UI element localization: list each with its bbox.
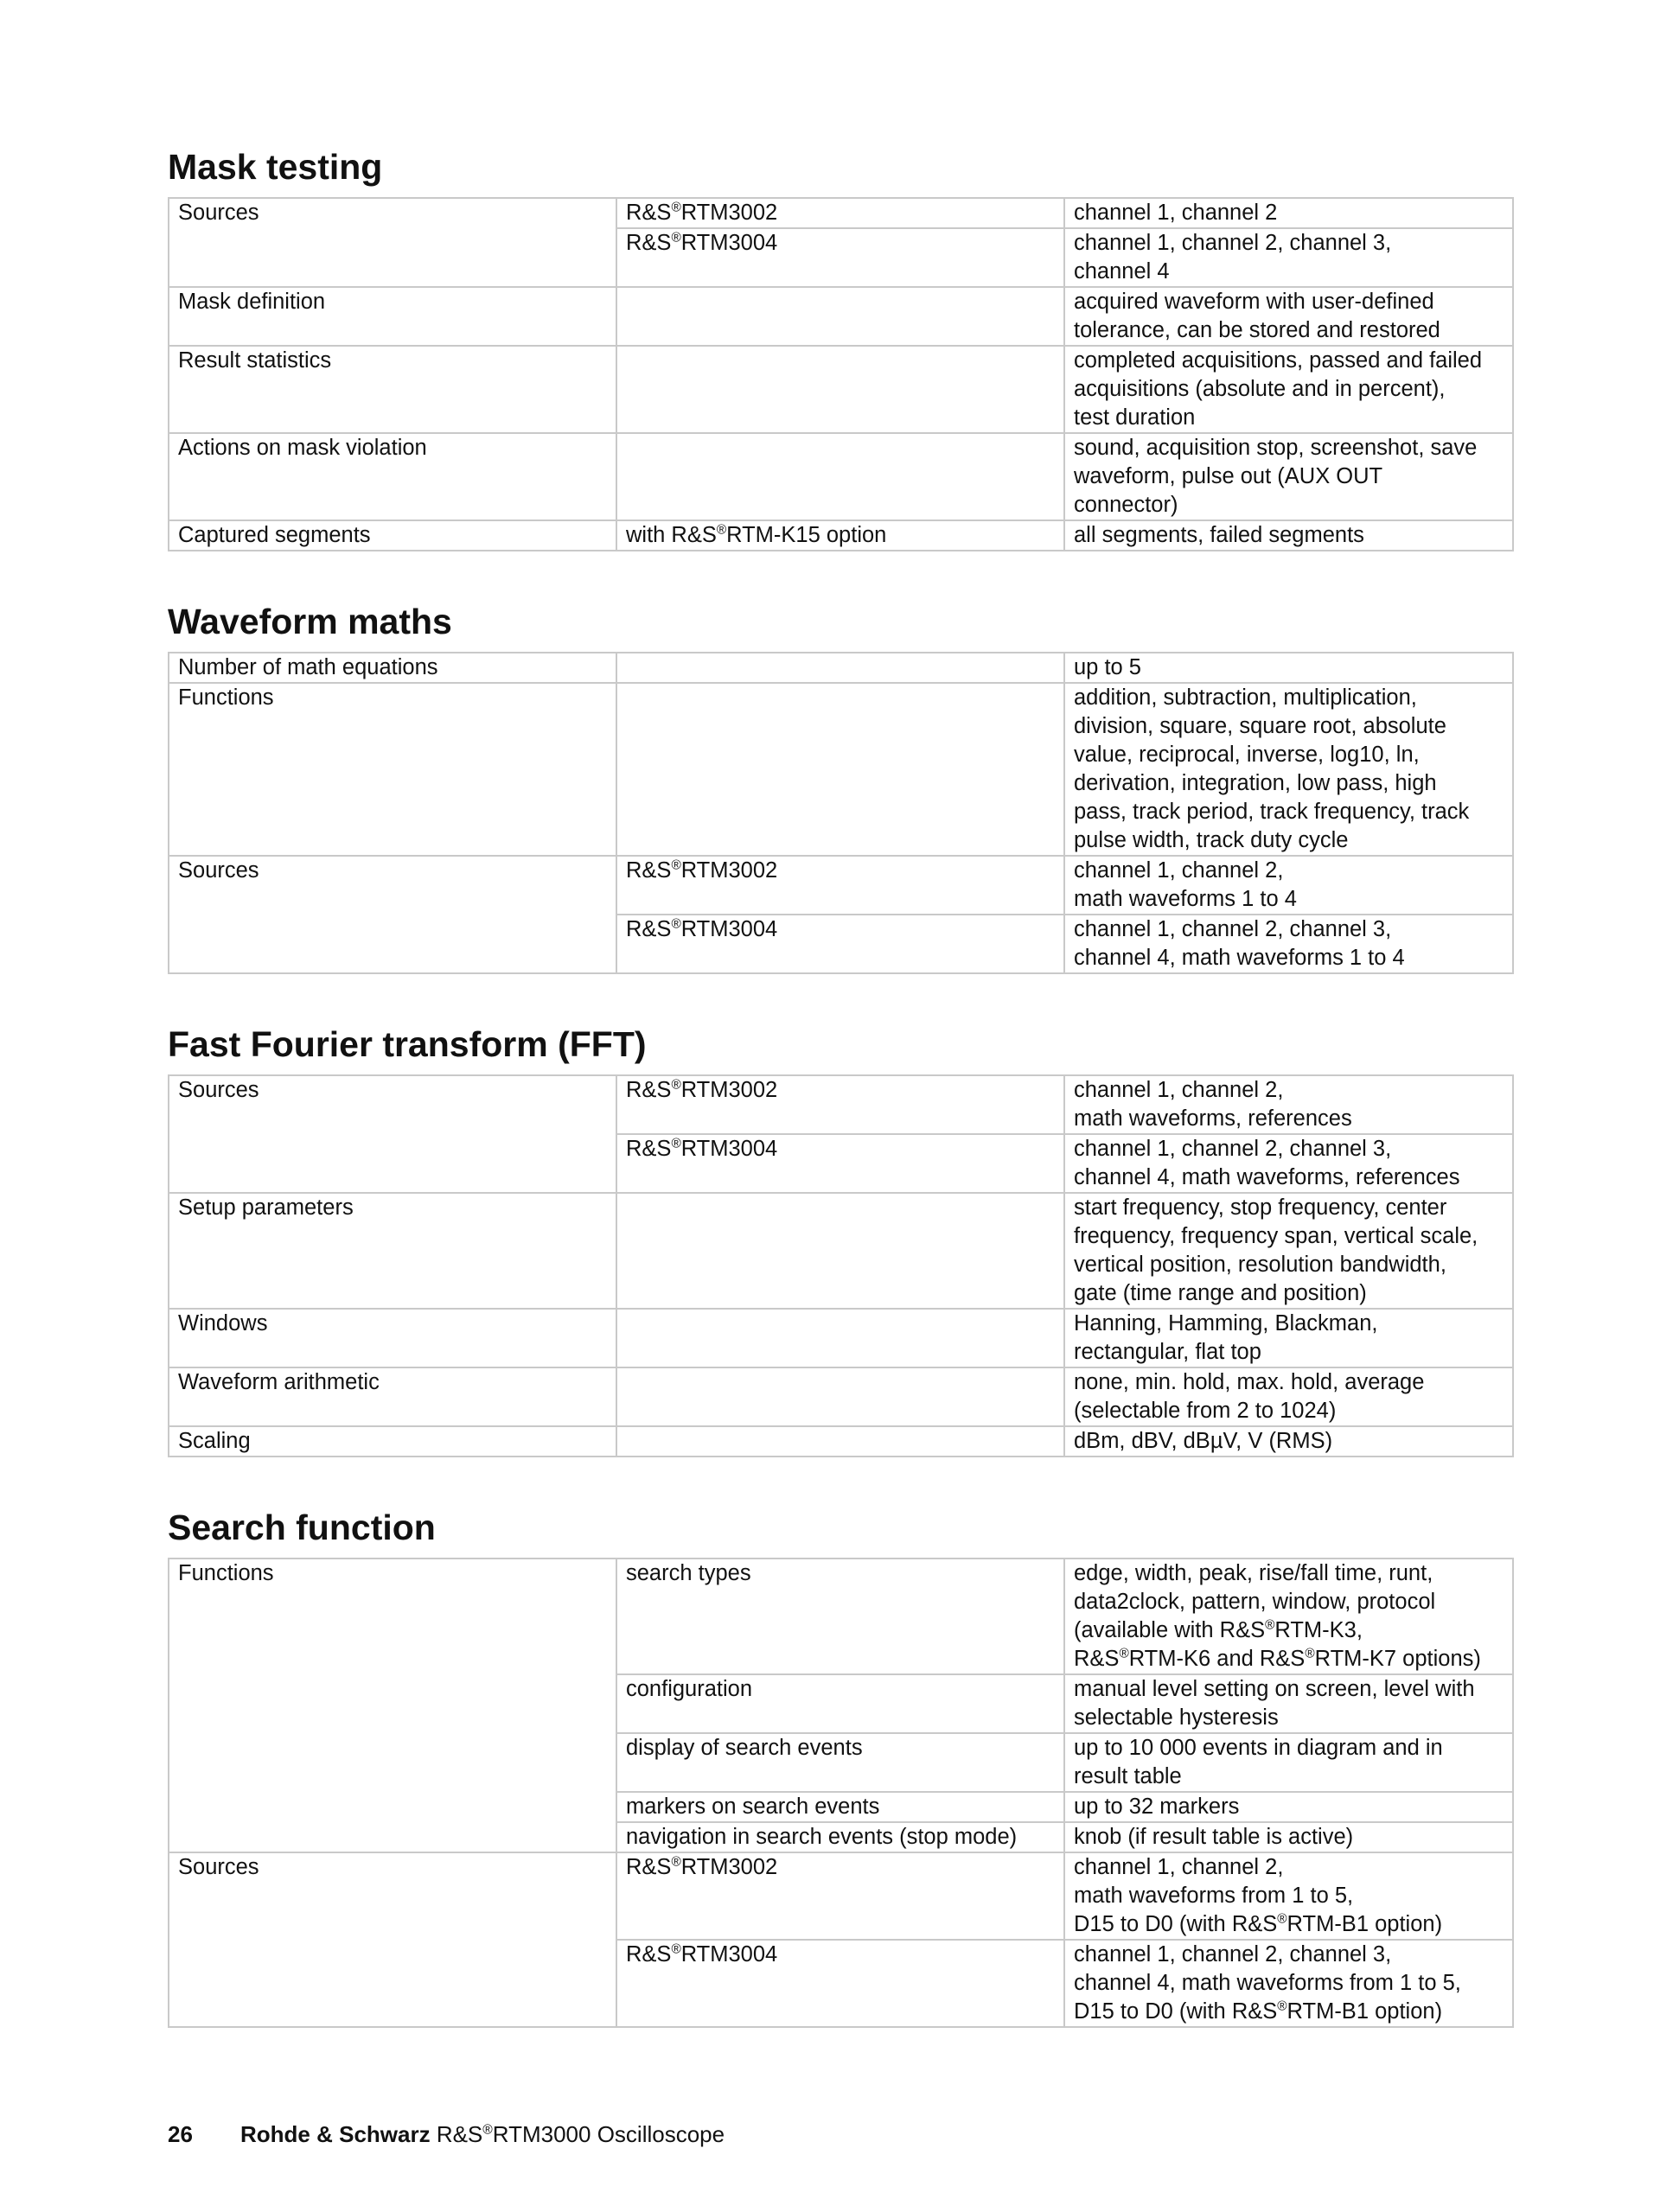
spec-condition-cell: R&S®RTM3002 — [616, 1075, 1064, 1134]
spec-value-cell: acquired waveform with user-defined tolerance, can be stored and restored — [1064, 287, 1513, 346]
table-row — [169, 1367, 1513, 1426]
table-row — [169, 1134, 1513, 1193]
spec-value-cell: channel 1, channel 2 — [1064, 198, 1513, 228]
spec-value-cell: up to 32 markers — [1064, 1792, 1513, 1822]
registered-mark: ® — [671, 857, 681, 873]
table-row — [169, 915, 1513, 973]
spec-value-cell: start frequency, stop frequency, center frequency, frequency span, vertical scale, vertical position, resolution bandwidth, gate (time range and position) — [1064, 1193, 1513, 1309]
spec-parameter-cell — [169, 1940, 616, 2027]
table-row — [169, 856, 1513, 915]
registered-mark: ® — [1277, 1911, 1287, 1927]
table-row — [169, 433, 1513, 520]
registered-mark: ® — [1119, 1646, 1129, 1661]
spec-parameter-cell: Sources — [169, 856, 616, 915]
spec-table — [168, 652, 1514, 974]
spec-parameter-cell: Waveform arithmetic — [169, 1367, 616, 1426]
spec-parameter-cell: Functions — [169, 683, 616, 856]
spec-value-cell: knob (if result table is active) — [1064, 1822, 1513, 1852]
spec-condition-cell — [616, 287, 1064, 346]
spec-value-cell: up to 5 — [1064, 653, 1513, 683]
spec-parameter-cell: Sources — [169, 1075, 616, 1134]
spec-value-cell: channel 1, channel 2, math waveforms, references — [1064, 1075, 1513, 1134]
spec-value-cell: edge, width, peak, rise/fall time, runt, data2clock, pattern, window, protocol (available with R&S®RTM-K3, R&S®RTM-K6 and R&S®RTM-K7 options) — [1064, 1559, 1513, 1674]
spec-condition-cell — [616, 1367, 1064, 1426]
spec-value-cell: addition, subtraction, multiplication, division, square, square root, absolute value, reciprocal, inverse, log10, ln, derivation, integration, low pass, high pass, track period, track frequency, track pulse width, track duty cycle — [1064, 683, 1513, 856]
spec-parameter-cell — [169, 1733, 616, 1792]
spec-value-cell: channel 1, channel 2, channel 3, channel 4, math waveforms 1 to 4 — [1064, 915, 1513, 973]
document-body — [168, 145, 1512, 2076]
spec-parameter-cell: Setup parameters — [169, 1193, 616, 1309]
spec-value-cell: up to 10 000 events in diagram and in result table — [1064, 1733, 1513, 1792]
table-row — [169, 520, 1513, 551]
table-row — [169, 228, 1513, 287]
spec-condition-cell — [616, 433, 1064, 520]
table-row — [169, 198, 1513, 228]
spec-table — [168, 197, 1514, 551]
spec-parameter-cell: Functions — [169, 1559, 616, 1674]
table-row — [169, 653, 1513, 683]
footer-product: R&S®RTM3000 Oscilloscope — [430, 2121, 725, 2147]
spec-parameter-cell — [169, 915, 616, 973]
registered-mark: ® — [671, 230, 681, 245]
spec-condition-cell — [616, 653, 1064, 683]
spec-condition-cell — [616, 1309, 1064, 1367]
spec-parameter-cell: Windows — [169, 1309, 616, 1367]
registered-mark: ® — [671, 1077, 681, 1093]
spec-condition-cell: R&S®RTM3004 — [616, 915, 1064, 973]
spec-table — [168, 1074, 1514, 1457]
registered-mark: ® — [1277, 1998, 1287, 2014]
spec-condition-cell: R&S®RTM3002 — [616, 1852, 1064, 1940]
table-row — [169, 1075, 1513, 1134]
table-row — [169, 346, 1513, 433]
spec-parameter-cell — [169, 1822, 616, 1852]
page-number: 26 — [168, 2121, 193, 2147]
table-row — [169, 1309, 1513, 1367]
spec-condition-cell: R&S®RTM3004 — [616, 1134, 1064, 1193]
registered-mark: ® — [716, 522, 727, 538]
table-row — [169, 1559, 1513, 1674]
spec-parameter-cell: Captured segments — [169, 520, 616, 551]
spec-condition-cell: R&S®RTM3004 — [616, 1940, 1064, 2027]
registered-mark: ® — [482, 2122, 493, 2138]
spec-condition-cell — [616, 1193, 1064, 1309]
spec-value-cell: channel 1, channel 2, channel 3, channel 4, math waveforms, references — [1064, 1134, 1513, 1193]
spec-parameter-cell — [169, 1134, 616, 1193]
table-row — [169, 287, 1513, 346]
spec-value-cell: channel 1, channel 2, math waveforms from 1 to 5, D15 to D0 (with R&S®RTM-B1 option) — [1064, 1852, 1513, 1940]
table-row — [169, 1852, 1513, 1940]
spec-condition-cell: R&S®RTM3002 — [616, 856, 1064, 915]
spec-parameter-cell: Number of math equations — [169, 653, 616, 683]
spec-value-cell: none, min. hold, max. hold, average (selectable from 2 to 1024) — [1064, 1367, 1513, 1426]
registered-mark: ® — [671, 916, 681, 932]
spec-condition-cell — [616, 346, 1064, 433]
spec-value-cell: completed acquisitions, passed and failed acquisitions (absolute and in percent), test duration — [1064, 346, 1513, 433]
table-row — [169, 1733, 1513, 1792]
registered-mark: ® — [671, 1136, 681, 1151]
table-row — [169, 1674, 1513, 1733]
table-row — [169, 1193, 1513, 1309]
registered-mark: ® — [671, 1854, 681, 1870]
section-title: Waveform maths — [168, 602, 452, 641]
table-row — [169, 1792, 1513, 1822]
section-title: Search function — [168, 1508, 436, 1547]
spec-value-cell: channel 1, channel 2, math waveforms 1 to 4 — [1064, 856, 1513, 915]
spec-value-cell: Hanning, Hamming, Blackman, rectangular, flat top — [1064, 1309, 1513, 1367]
page-footer — [168, 2120, 725, 2149]
spec-condition-cell: search types — [616, 1559, 1064, 1674]
table-row — [169, 683, 1513, 856]
spec-condition-cell: markers on search events — [616, 1792, 1064, 1822]
spec-value-cell: all segments, failed segments — [1064, 520, 1513, 551]
spec-parameter-cell — [169, 228, 616, 287]
spec-condition-cell: R&S®RTM3002 — [616, 198, 1064, 228]
section-title: Mask testing — [168, 147, 383, 187]
spec-parameter-cell: Sources — [169, 198, 616, 228]
spec-value-cell: dBm, dBV, dBµV, V (RMS) — [1064, 1426, 1513, 1457]
spec-condition-cell — [616, 683, 1064, 856]
spec-condition-cell — [616, 1426, 1064, 1457]
spec-condition-cell: configuration — [616, 1674, 1064, 1733]
spec-parameter-cell — [169, 1674, 616, 1733]
spec-parameter-cell: Result statistics — [169, 346, 616, 433]
spec-parameter-cell: Mask definition — [169, 287, 616, 346]
spec-value-cell: channel 1, channel 2, channel 3, channel 4 — [1064, 228, 1513, 287]
spec-condition-cell: with R&S®RTM-K15 option — [616, 520, 1064, 551]
spec-table — [168, 1558, 1514, 2028]
registered-mark: ® — [671, 1941, 681, 1957]
spec-value-cell: channel 1, channel 2, channel 3, channel 4, math waveforms from 1 to 5, D15 to D0 (with R&S®RTM-B1 option) — [1064, 1940, 1513, 2027]
spec-condition-cell: display of search events — [616, 1733, 1064, 1792]
section-title: Fast Fourier transform (FFT) — [168, 1024, 647, 1064]
footer-brand: Rohde & Schwarz — [240, 2121, 431, 2147]
spec-parameter-cell: Actions on mask violation — [169, 433, 616, 520]
spec-value-cell: manual level setting on screen, level with selectable hysteresis — [1064, 1674, 1513, 1733]
spec-condition-cell: navigation in search events (stop mode) — [616, 1822, 1064, 1852]
spec-parameter-cell: Sources — [169, 1852, 616, 1940]
registered-mark: ® — [1265, 1617, 1275, 1633]
registered-mark: ® — [671, 200, 681, 215]
spec-parameter-cell — [169, 1792, 616, 1822]
spec-parameter-cell: Scaling — [169, 1426, 616, 1457]
table-row — [169, 1426, 1513, 1457]
table-row — [169, 1822, 1513, 1852]
table-row — [169, 1940, 1513, 2027]
spec-condition-cell: R&S®RTM3004 — [616, 228, 1064, 287]
registered-mark: ® — [1305, 1646, 1315, 1661]
spec-value-cell: sound, acquisition stop, screenshot, save waveform, pulse out (AUX OUT connector) — [1064, 433, 1513, 520]
